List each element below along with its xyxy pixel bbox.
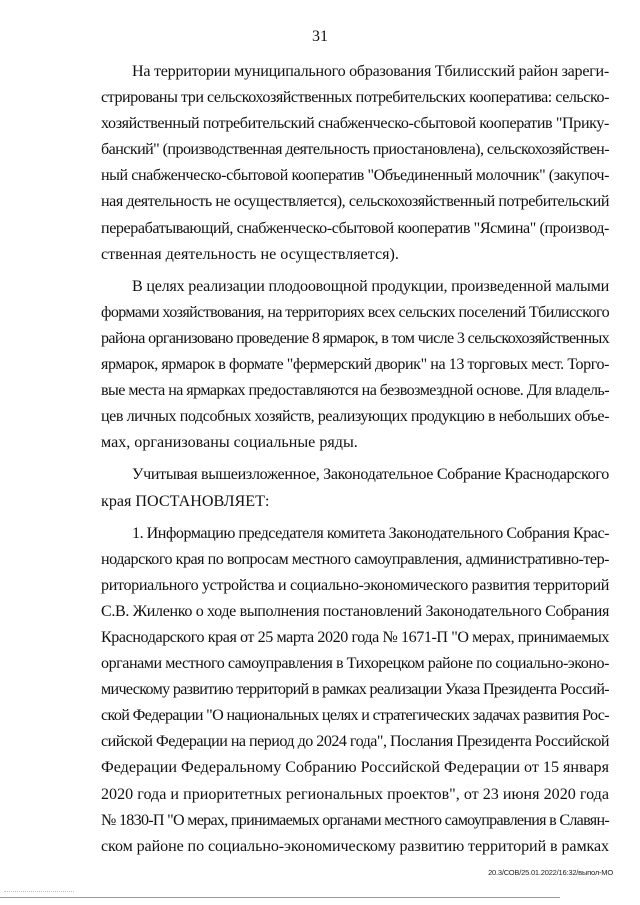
text-line: № 1830-П "О мерах, принимаемых органами местного самоуправления в Славян- [101,811,609,829]
text-line: сийской Федерации на период до 2024 года", Послания Президента Российской [101,733,609,751]
text-line: мах, организованы социальные ряды. [101,434,358,452]
page-number: 31 [312,28,328,45]
text-line: ная деятельность не осуществляется), сельскохозяйственный потребительский [101,193,609,211]
text-line: нодарского края по вопросам местного самоуправления, административно-тер- [101,550,609,568]
text-line: На территории муниципального образования Тбилисский район зареги- [132,63,609,80]
document-footer-code: 20.3/СОВ/25.01.2022/16:32/выпол-МО [488,868,613,877]
text-line: хозяйственный потребительский снабженческо-сбытовой кооператив "Прику- [101,115,609,133]
page-bottom-rule [0,897,560,898]
paragraph [101,462,609,514]
text-line: банский" (производственная деятельность приостановлена), сельскохозяйствен- [101,141,609,159]
document-body [101,59,609,860]
text-line: цев личных подсобных хозяйств, реализующих продукцию в небольших объе- [101,408,609,426]
text-line: 1. Информацию председателя комитета Законодательного Собрания Крас- [132,524,609,542]
paragraph [101,521,609,860]
text-line: ственная деятельность не осуществляется). [101,245,399,263]
text-line: района организовано проведение 8 ярмарок, в том числе 3 сельскохозяйственных [101,329,609,347]
paragraph [101,59,609,268]
text-line: края ПОСТАНОВЛЯЕТ: [101,492,270,510]
text-line: Федерации Федеральному Собранию Российской Федерации от 15 января [101,759,609,777]
text-line: перерабатывающий, снабженческо-сбытовой кооператив "Ясмина" (производ- [101,219,609,237]
text-line: ный снабженческо-сбытовой кооператив "Объединенный молочник" (закупоч- [101,167,609,185]
text-line: стрированы три сельскохозяйственных потребительских кооператива: сельско- [101,89,609,107]
text-line: мическому развитию территорий в рамках реализации Указа Президента Россий- [101,681,609,699]
text-line: органами местного самоуправления в Тихорецком районе по социально-эконо- [101,655,609,673]
text-line: В целях реализации плодоовощной продукции, произведенной малыми [132,277,609,295]
text-line: 2020 года и приоритетных региональных проектов", от 23 июня 2020 года [101,785,609,803]
text-line: ском районе по социально-экономическому развитию территорий в рамках [101,837,609,855]
scan-edge-mark [4,891,74,892]
text-line: Учитывая вышеизложенное, Законодательное Собрание Краснодарского [132,466,609,484]
text-line: формами хозяйствования, на территориях всех сельских поселений Тбилисского [101,303,609,321]
text-line: вые места на ярмарках предоставляются на безвозмездной основе. Для владель- [101,382,609,400]
text-line: ярмарок, ярмарок в формате "фермерский дворик" на 13 торговых мест. Торго- [101,356,609,374]
text-line: риториального устройства и социально-экономического развития территорий [101,576,609,594]
text-line: Краснодарского края от 25 марта 2020 года № 1671-П "О мерах, принимаемых [101,628,609,646]
text-line: ской Федерации "О национальных целях и стратегических задачах развития Рос- [101,707,609,725]
paragraph [101,274,609,457]
text-line: С.В. Жиленко о ходе выполнения постановлений Законодательного Собрания [101,602,609,620]
